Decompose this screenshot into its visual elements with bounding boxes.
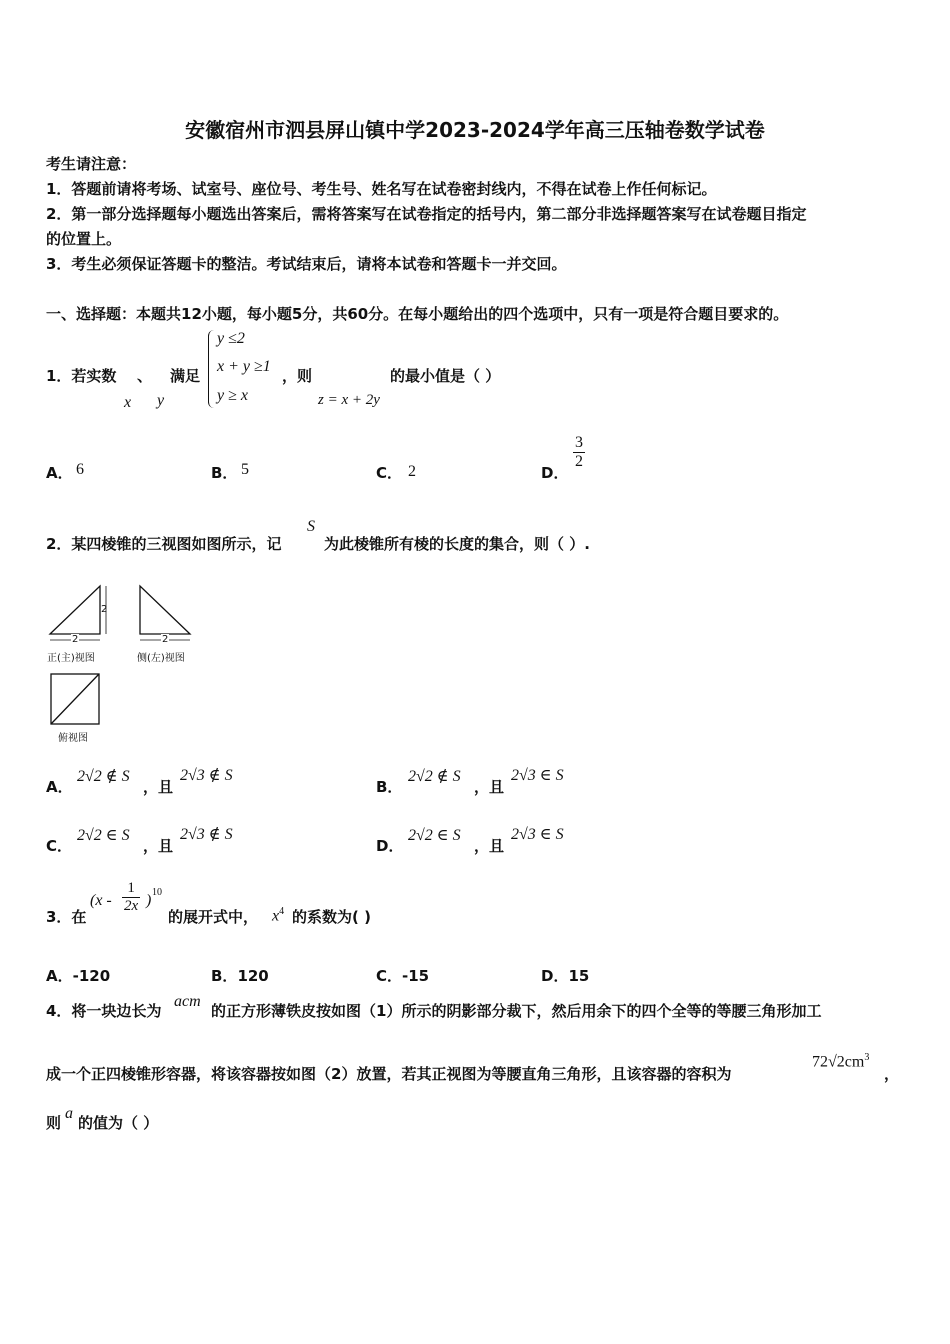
q3-x-exp: 4 [279,906,285,917]
q1-option-d-label: D． [541,464,569,482]
q4-line3-suffix: 的值为（ ） [78,1114,159,1132]
q2-option-b-and: ，且 [474,778,505,796]
q3-x-power [272,906,284,925]
q2-option-a-label: A． [46,778,73,796]
q2-option-c-p1: 2√2 ∈ S [77,827,130,844]
q3-suffix: 的系数为( ) [292,908,371,926]
q3-expr-left: (x - [90,892,112,909]
section-heading: 一、选择题：本题共12小题，每小题5分，共60分。在每小题给出的四个选项中，只有一项是符合题目要求的。 [46,305,789,323]
q3-frac-num: 1 [122,880,140,898]
q2-option-b-p2: 2√3 ∈ S [511,767,564,784]
q4-side-length: acm [174,993,201,1010]
q4-line1-suffix: 的正方形薄铁皮按如图（1）所示的阴影部分裁下，然后用余下的四个全等的等腰三角形加工 [211,1002,822,1020]
q3-exponent: 10 [152,887,162,898]
q1-option-a-label: A． [46,464,73,482]
page-title: 安徽宿州市泗县屏山镇中学2023-2024学年高三压轴卷数学试卷 [185,118,765,142]
q2-prefix: 2．某四棱锥的三视图如图所示，记 [46,535,282,553]
q4-volume-exp: 3 [864,1052,870,1063]
top-view-label: 俯视图 [58,733,88,744]
q1-mid: 满足 [170,367,201,385]
q1-then: ，则 [282,367,313,385]
front-view-label: 正(主)视图 [47,653,95,664]
q1-brace [208,330,215,408]
q1-suffix: 的最小值是（ ） [390,367,501,385]
q3-option-a-value: -120 [72,967,111,985]
q3-option-a-label: A． [46,967,73,985]
q4-line3-prefix: 则 [46,1114,62,1132]
q1-cond-2: x + y ≥1 [217,358,271,375]
notice-item-1: 1．答题前请将考场、试室号、座位号、考生号、姓名写在试卷密封线内，不得在试卷上作任何标记。 [46,180,717,198]
notice-heading: 考生请注意： [46,155,137,173]
q3-option-d [541,965,589,986]
q3-mid: 的展开式中， [168,908,259,926]
q4-line2: 成一个正四棱锥形容器，将该容器按如图（2）放置，若其正视图为等腰直角三角形，且该容器的容积为 [46,1065,732,1083]
q4-var-a: a [65,1105,73,1122]
q1-option-d-fraction [573,434,585,471]
q1-option-b-value: 5 [241,461,249,478]
q3-frac-den: 2x [124,898,139,914]
q2-option-c-p2: 2√3 ∉ S [180,826,233,843]
q3-option-d-label: D． [541,967,569,985]
q2-option-d-and: ，且 [474,837,505,855]
q1-prefix: 1．若实数 [46,367,117,385]
notice-item-2-cont: 的位置上。 [46,230,122,248]
q3-option-a [46,965,110,986]
q1-option-c-value: 2 [408,463,416,480]
q3-fraction [122,880,140,915]
q1-option-c-label: C． [376,464,403,482]
q2-option-b-p1: 2√2 ∉ S [408,768,461,785]
notice-item-2: 2．第一部分选择题每小题选出答案后，需将答案写在试卷指定的括号内，第二部分非选择题答案写在试卷题目指定 [46,205,807,223]
notice-item-3: 3．考生必须保证答题卡的整洁。考试结束后，请将本试卷和答题卡一并交回。 [46,255,567,273]
q2-option-a-and: ，且 [143,778,174,796]
q2-option-d-label: D． [376,837,404,855]
q2-option-d-p1: 2√2 ∈ S [408,827,461,844]
q1-cond-3: y ≥ x [217,387,248,404]
side-view-label: 侧(左)视图 [137,653,185,664]
q2-option-a-p2: 2√3 ∉ S [180,767,233,784]
q3-option-c [376,965,429,986]
q1-option-b-label: B． [211,464,238,482]
side-view-width-label: 2 [162,634,169,645]
q3-prefix: 3．在 [46,908,87,926]
front-view-height-label: 2 [101,604,108,615]
front-view-width-label: 2 [72,634,79,645]
q4-line1-prefix: 4．将一块边长为 [46,1002,162,1020]
q2-option-c-and: ，且 [143,837,174,855]
q3-option-b-label: B． [211,967,238,985]
q3-option-c-label: C． [376,967,403,985]
side-view-triangle [140,586,190,634]
q2-option-d-p2: 2√3 ∈ S [511,826,564,843]
q2-option-c-label: C． [46,837,73,855]
q1-cond-1: y ≤2 [217,330,245,347]
q1-var-y: y [157,392,165,409]
q4-comma: ， [884,1065,900,1083]
q1-objective: z = x + 2y [318,392,380,408]
q2-option-b-label: B． [376,778,403,796]
q3-x: x [272,907,280,925]
q1-sep: 、 [137,367,153,385]
q4-volume [812,1052,869,1071]
q2-suffix: 为此棱锥所有棱的长度的集合，则（ ）. [324,535,590,553]
q3-option-d-value: 15 [568,967,590,985]
q4-volume-value: 72√2cm [812,1053,865,1071]
q1-option-d-num: 3 [575,434,583,451]
q3-expr-right: ) [146,892,152,909]
q3-option-b [211,965,269,986]
q1-option-d-den: 2 [575,453,583,470]
q3-option-b-value: 120 [237,967,269,985]
q1-option-a-value: 6 [76,461,84,478]
front-view-triangle [50,586,100,634]
top-view-diagonal [51,674,99,724]
q1-var-x: x [124,394,132,411]
q2-set-s: S [307,518,315,535]
q3-option-c-value: -15 [402,967,430,985]
q2-option-a-p1: 2√2 ∉ S [77,768,130,785]
